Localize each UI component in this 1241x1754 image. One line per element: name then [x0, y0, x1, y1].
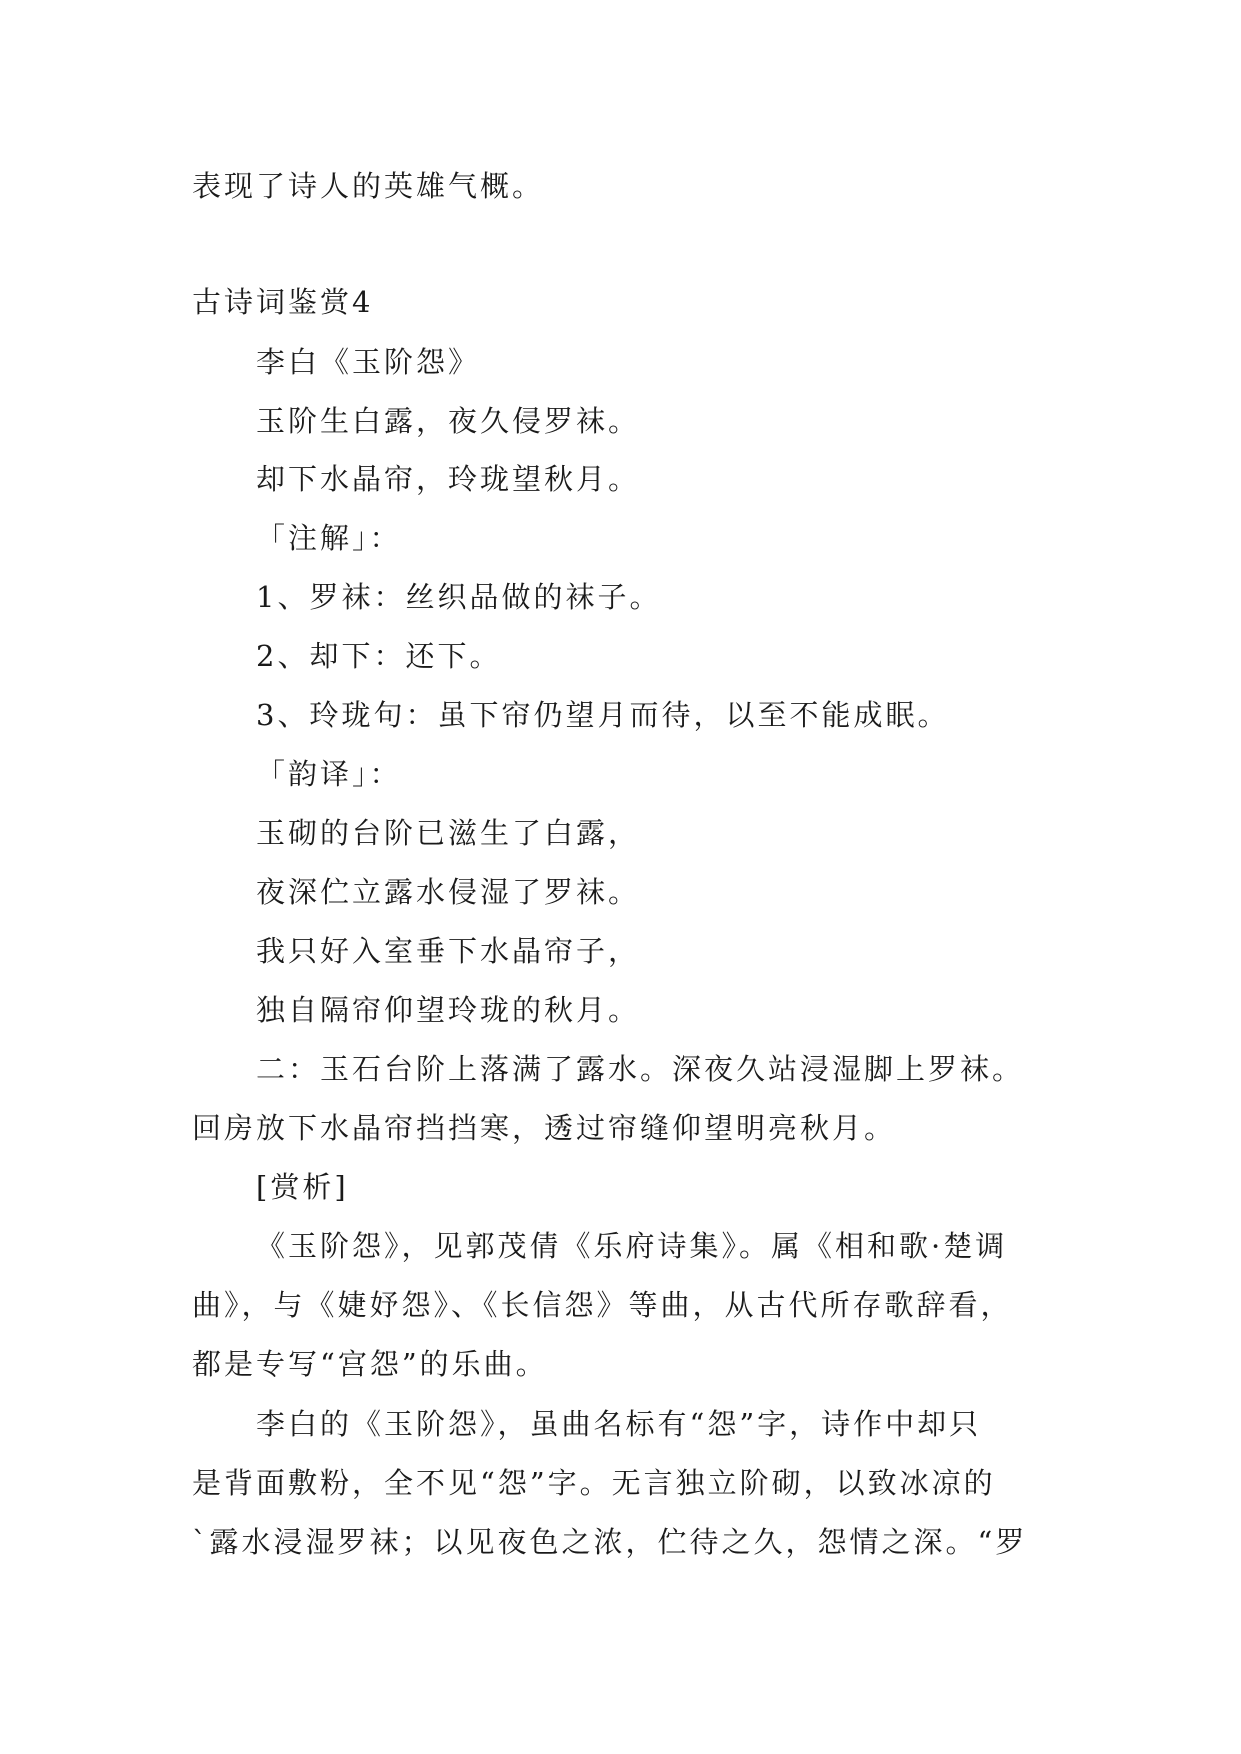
poem-line: 玉阶生白露，夜久侵罗袜。 [256, 404, 641, 438]
paragraph-line: `露水浸湿罗袜；以见夜色之浓，伫待之久，怨情之深。“罗 [192, 1525, 1028, 1559]
translation-line: 我只好入室垂下水晶帘子， [256, 934, 641, 968]
appreciation-heading: [赏析] [256, 1170, 349, 1204]
paragraph-line: 回房放下水晶帘挡挡寒，透过帘缝仰望明亮秋月。 [192, 1111, 897, 1145]
translation-line: 独自隔帘仰望玲珑的秋月。 [256, 993, 641, 1027]
translation-line: 夜深伫立露水侵湿了罗袜。 [256, 875, 641, 909]
paragraph-line: 二：玉石台阶上落满了露水。深夜久站浸湿脚上罗袜。 [256, 1052, 1025, 1086]
translation-line: 玉砌的台阶已滋生了白露， [256, 816, 641, 850]
annotation-heading: 「注解」： [256, 521, 402, 555]
paragraph-line: 《玉阶怨》，见郭茂倩《乐府诗集》。属《相和歌·楚调 [256, 1229, 1008, 1263]
paragraph-line: 是背面敷粉，全不见“怨”字。无言独立阶砌，以致冰凉的 [192, 1466, 996, 1500]
annotation-item: 3、玲珑句：虽下帘仍望月而待，以至不能成眠。 [256, 698, 950, 732]
paragraph-line: 都是专写“宫怨”的乐曲。 [192, 1347, 548, 1381]
translation-heading: 「韵译」： [256, 757, 402, 791]
text-line: 表现了诗人的英雄气概。 [192, 169, 545, 203]
poem-title: 李白《玉阶怨》 [256, 345, 481, 379]
poem-line: 却下水晶帘，玲珑望秋月。 [256, 462, 641, 496]
paragraph-line: 曲》，与《婕妤怨》、《长信怨》等曲，从古代所存歌辞看， [192, 1288, 1013, 1322]
paragraph-line: 李白的《玉阶怨》，虽曲名标有“怨”字，诗作中却只 [256, 1407, 982, 1441]
annotation-item: 1、罗袜：丝织品做的袜子。 [256, 580, 662, 614]
section-heading: 古诗词鉴赏4 [192, 285, 374, 319]
annotation-item: 2、却下：还下。 [256, 639, 502, 673]
